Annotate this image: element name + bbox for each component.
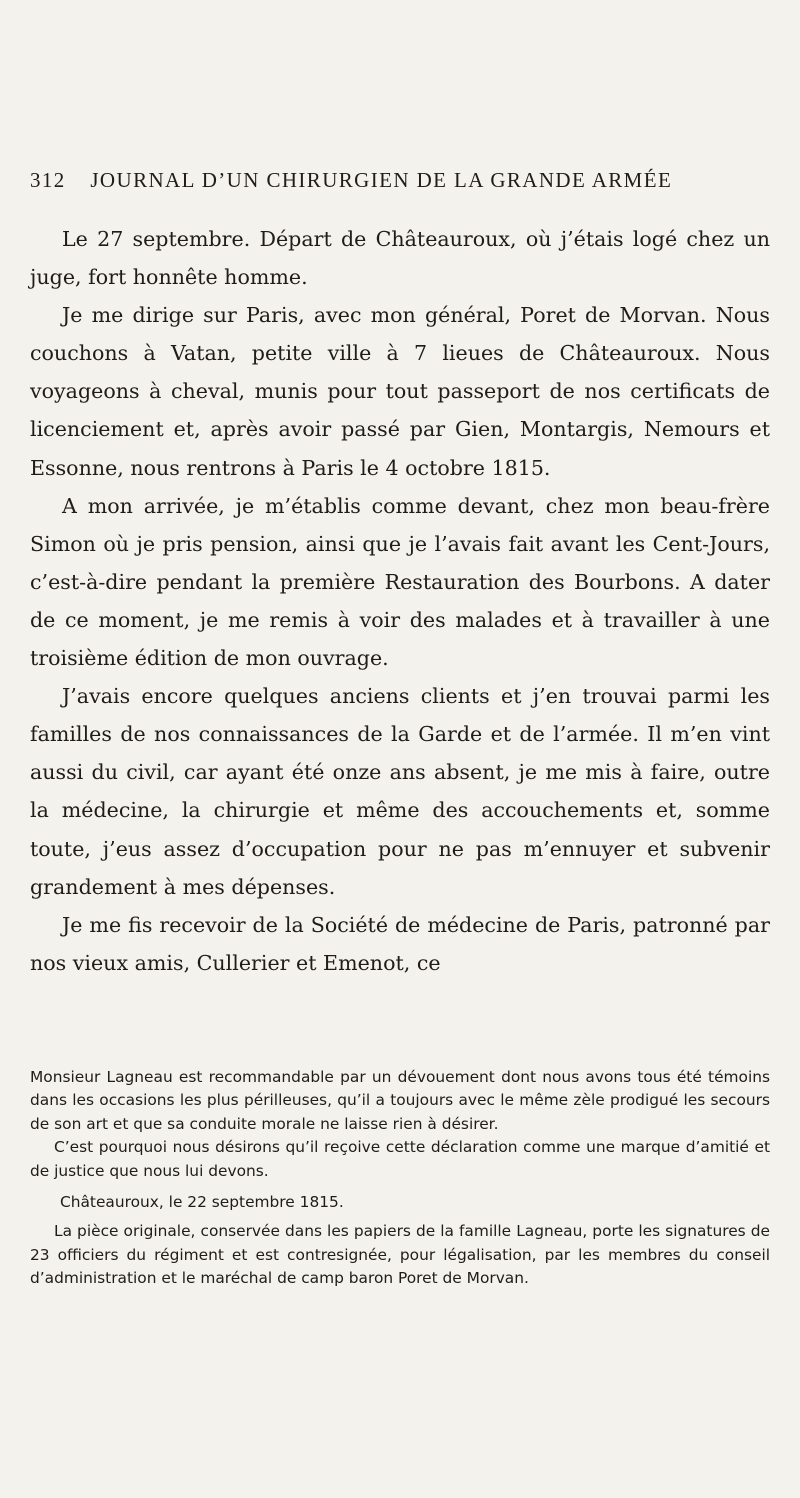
paragraph: J’avais encore quelques anciens clients et j’en trouvai parmi les familles de nos connaissances de la Garde et de l’armée. Il m’en vint aussi du civil, car ayant été onze ans absent, je me mis à faire, outre la médecine, la chirurgie et même des accouchements et, somme toute, j’eus assez d’occupation pour ne pas m’ennuyer et subvenir grandement à mes dépenses. <box>30 684 770 899</box>
footnote-text: Monsieur Lagneau est recommandable par un dévouement dont nous avons tous été témoins dans les occasions les plus périlleuses, qu’il a toujours avec le même zèle prodigué les secours de son art et que sa conduite morale ne laisse rien à désirer. <box>30 1068 770 1133</box>
footnote-block <box>30 1066 770 1291</box>
paragraph: A mon arrivée, je m’établis comme devant, chez mon beau-frère Simon où je pris pension, ainsi que je l’avais fait avant les Cent-Jours, c’est-à-dire pendant la première Restauration des Bourbons. A dater de ce moment, je me remis à voir des malades et à travailler à une troisième édition de mon ouvrage. <box>30 493 770 671</box>
paragraph: Le 27 septembre. Départ de Châteauroux, où j’étais logé chez un juge, fort honnête homme. <box>30 227 770 290</box>
running-title: JOURNAL D’UN CHIRURGIEN DE LA GRANDE ARMÉE <box>90 168 673 192</box>
main-text <box>30 220 770 982</box>
footnote-source-note: La pièce originale, conservée dans les papiers de la famille Lagneau, porte les signatures de 23 officiers du régiment et est contresignée, pour légalisation, par les membres du conseil d’administration et le maréchal de camp baron Poret de Morvan. <box>30 1222 770 1288</box>
footnote-dateline: Châteauroux, le 22 septembre 1815. <box>60 1193 344 1212</box>
page-number: 312 <box>30 168 66 192</box>
paragraph: Je me fis recevoir de la Société de médecine de Paris, patronné par nos vieux amis, Cullerier et Emenot, ce <box>30 912 770 975</box>
paragraph: Je me dirige sur Paris, avec mon général, Poret de Morvan. Nous couchons à Vatan, petite ville à 7 lieues de Châteauroux. Nous voyageons à cheval, munis pour tout passeport de nos certificats de licenciement et, après avoir passé par Gien, Montargis, Nemours et Essonne, nous rentrons à Paris le 4 octobre 1815. <box>30 303 770 480</box>
footnote-text: C’est pourquoi nous désirons qu’il reçoive cette déclaration comme une marque d’amitié et de justice que nous lui devons. <box>30 1138 770 1180</box>
page-header <box>30 168 770 193</box>
